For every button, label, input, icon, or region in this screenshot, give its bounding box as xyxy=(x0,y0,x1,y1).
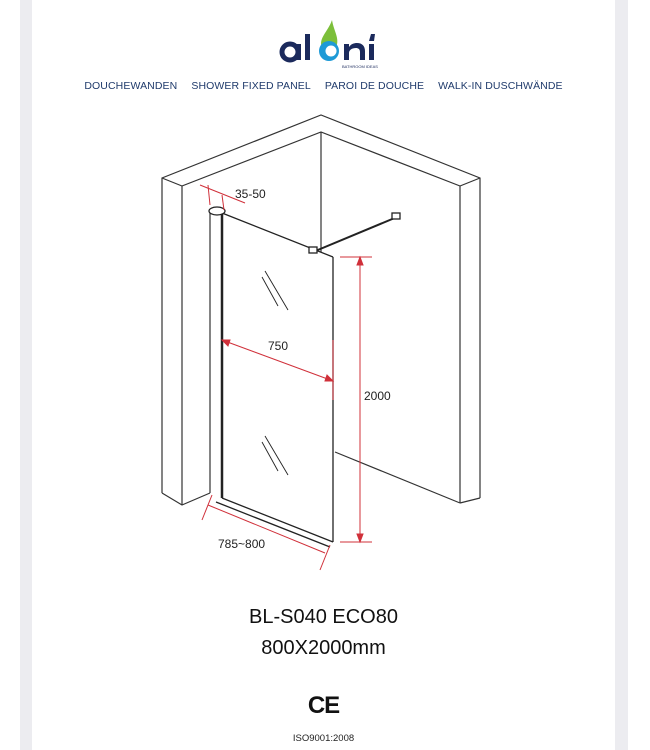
glass-panel xyxy=(209,207,400,547)
nav-item: WALK-IN DUSCHWÄNDE xyxy=(438,80,563,92)
ce-mark: CE xyxy=(307,692,340,719)
product-size: 800X2000mm xyxy=(261,637,386,659)
dim-height-label: 2000 xyxy=(364,389,391,403)
dim-total-width-label: 785~800 xyxy=(218,537,266,551)
dim-glass-width-label: 750 xyxy=(268,339,289,353)
iso-certification: ISO9001:2008 xyxy=(292,733,355,744)
product-model: BL-S040 ECO80 xyxy=(249,606,398,628)
nav-item: DOUCHEWANDEN xyxy=(84,80,178,92)
nav-item: SHOWER FIXED PANEL xyxy=(191,80,311,92)
glass-reflection-marks xyxy=(262,271,288,475)
walls xyxy=(162,115,480,505)
nav-item: PAROI DE DOUCHE xyxy=(324,80,425,92)
dimension-lines xyxy=(200,185,372,570)
brand-tagline: BATHROOM IDEAS xyxy=(342,64,378,69)
dim-clip-label: 35-50 xyxy=(235,187,266,201)
